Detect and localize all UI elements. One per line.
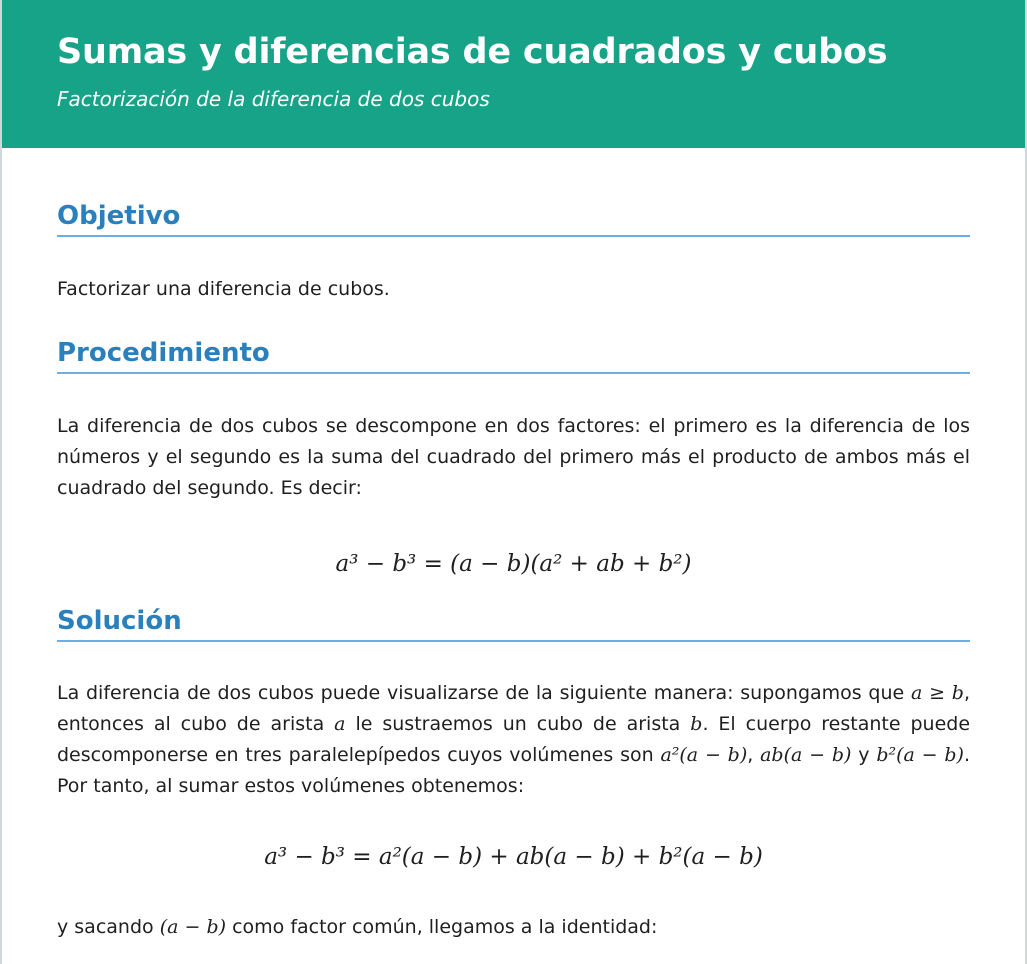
equation-text: a³ − b³ = a²(a − b) + ab(a − b) + b²(a − b) bbox=[264, 844, 763, 870]
objetivo-text: Factorizar una diferencia de cubos. bbox=[57, 278, 390, 300]
equation-volume-sum bbox=[57, 842, 970, 872]
page-title: Sumas y diferencias de cuadrados y cubos bbox=[57, 32, 888, 72]
solucion-text-part: , bbox=[747, 744, 754, 766]
inline-math: ab(a − b) bbox=[760, 744, 852, 766]
solucion-text-part: La diferencia de dos cubos puede visualizarse de la siguiente manera: supongamos que bbox=[57, 682, 905, 704]
header-banner bbox=[2, 0, 1025, 148]
solucion-continuation-text bbox=[57, 912, 970, 943]
main-content bbox=[2, 148, 1025, 943]
inline-math: a ≥ b bbox=[911, 682, 964, 704]
solucion-text-part: . Por tanto, al sumar estos volúmenes obtenemos: bbox=[57, 744, 970, 797]
solucion-text-part: , entonces al cubo de arista bbox=[57, 682, 970, 735]
solucion-text-part: como factor común, llegamos a la identidad: bbox=[232, 916, 658, 938]
inline-math: b²(a − b) bbox=[876, 744, 964, 766]
inline-math: (a − b) bbox=[159, 916, 227, 938]
section-title-solucion: Solución bbox=[57, 604, 970, 642]
solucion-text-part: le sustraemos un cubo de arista bbox=[355, 713, 681, 735]
section-title-objetivo: Objetivo bbox=[57, 199, 970, 237]
page-subtitle: Factorización de la diferencia de dos cubos bbox=[57, 87, 490, 111]
section-title-procedimiento: Procedimiento bbox=[57, 336, 970, 374]
solucion-text-part: y sacando bbox=[57, 916, 154, 938]
procedimiento-text: La diferencia de dos cubos se descompone en dos factores: el primero es la diferencia de los números y el segundo es la suma del cuadrado del primero más el producto de ambos más el cuadrado del segundo. Es decir: bbox=[57, 415, 970, 499]
solucion-text bbox=[57, 678, 970, 802]
equation-text: a³ − b³ = (a − b)(a² + ab + b²) bbox=[335, 551, 692, 577]
solucion-text-part: y bbox=[858, 744, 870, 766]
solucion-text-part: . El cuerpo restante puede descomponerse en tres paralelepípedos cuyos volúmenes son bbox=[57, 713, 971, 766]
inline-math: a bbox=[334, 713, 346, 735]
equation-difference-of-cubes bbox=[57, 549, 970, 579]
inline-math: a²(a − b) bbox=[660, 744, 748, 766]
inline-math: b bbox=[690, 713, 703, 735]
